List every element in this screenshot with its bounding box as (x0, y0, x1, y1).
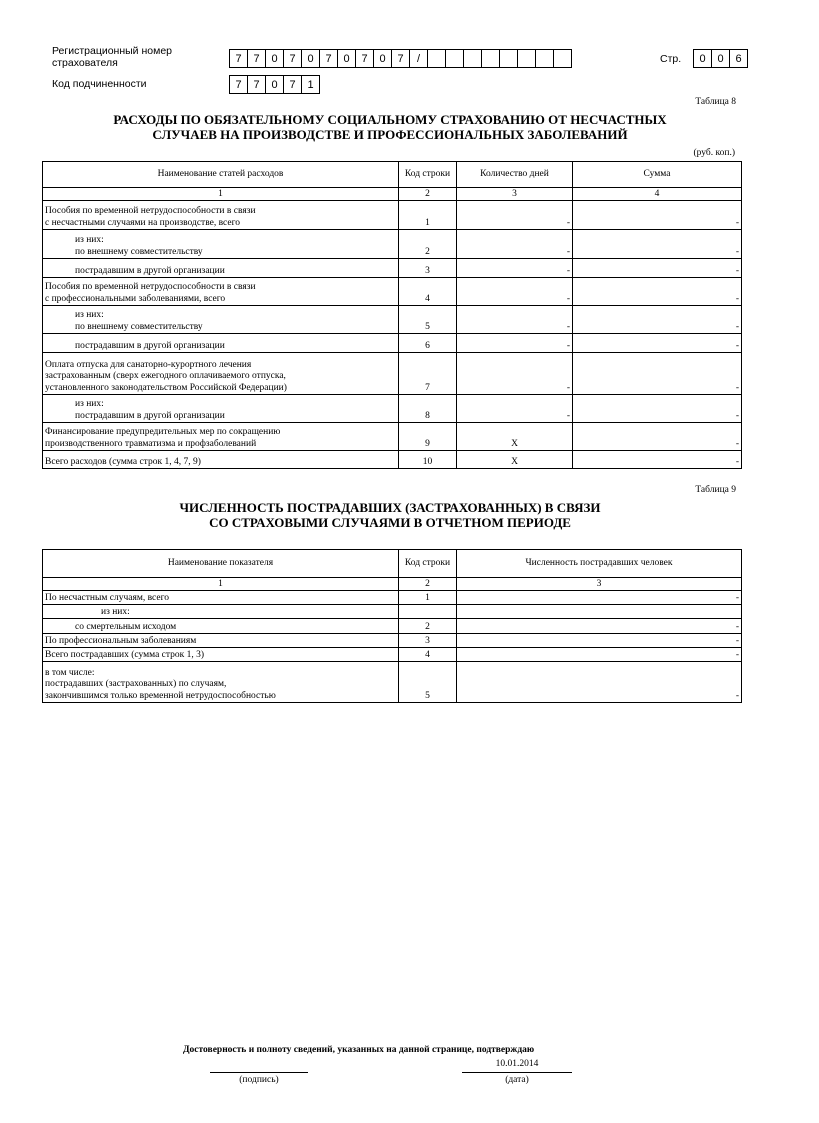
row-code: 2 (399, 619, 457, 634)
digit-cell[interactable]: 6 (729, 49, 748, 68)
digit-cell[interactable]: 0 (301, 49, 320, 68)
row-count[interactable]: - (457, 634, 742, 648)
table8-header-code: Код строки (399, 162, 457, 188)
table-row (43, 634, 742, 648)
row-days: X (457, 451, 573, 469)
confirm-statement: Достоверность и полноту сведений, указанных на данной странице, подтверждаю (183, 1045, 535, 1055)
digit-cell[interactable] (481, 49, 500, 68)
row-name: из них: по внешнему совместительству (43, 306, 399, 334)
digit-cell[interactable]: 7 (283, 75, 302, 94)
row-code: 5 (399, 306, 457, 334)
row-days[interactable]: - (457, 259, 573, 278)
digit-cell[interactable] (445, 49, 464, 68)
row-name: из них: (43, 605, 399, 619)
date-line (462, 1072, 572, 1073)
table8-colnum: 1 (43, 188, 399, 201)
row-name: пострадавшим в другой организации (43, 334, 399, 353)
table-row (43, 353, 742, 395)
row-code: 2 (399, 230, 457, 259)
digit-cell[interactable]: 7 (229, 49, 248, 68)
reg-number-label: Регистрационный номер страхователя (52, 45, 172, 69)
table9-colnum: 3 (457, 578, 742, 591)
table8-colnum: 2 (399, 188, 457, 201)
row-name: со смертельным исходом (43, 619, 399, 634)
row-days[interactable]: - (457, 353, 573, 395)
table8-title (40, 112, 740, 142)
table9-title (40, 500, 740, 530)
digit-cell[interactable]: 0 (265, 49, 284, 68)
table8-header-days: Количество дней (457, 162, 573, 188)
row-name: из них: по внешнему совместительству (43, 230, 399, 259)
page-number-cells[interactable] (693, 49, 747, 68)
row-name: в том числе: пострадавших (застрахованных) по случаям, закончившимся только временной нетрудоспособностью (43, 662, 399, 703)
date-label: (дата) (505, 1075, 529, 1085)
table9-title-line2: СО СТРАХОВЫМИ СЛУЧАЯМИ В ОТЧЕТНОМ ПЕРИОДЕ (209, 515, 571, 530)
row-sum[interactable]: - (573, 201, 742, 230)
date-value[interactable]: 10.01.2014 (495, 1059, 539, 1069)
table-row (43, 648, 742, 662)
digit-cell[interactable]: 0 (265, 75, 284, 94)
row-code: 1 (399, 591, 457, 605)
digit-cell[interactable]: 0 (373, 49, 392, 68)
row-days[interactable]: - (457, 306, 573, 334)
row-name: По профессиональным заболеваниям (43, 634, 399, 648)
digit-cell[interactable] (463, 49, 482, 68)
table8-header-name: Наименование статей расходов (43, 162, 399, 188)
row-code: 3 (399, 634, 457, 648)
row-code: 8 (399, 395, 457, 423)
row-code: 3 (399, 259, 457, 278)
row-name: Пособия по временной нетрудоспособности в связи с несчастными случаями на производстве, всего (43, 201, 399, 230)
row-sum[interactable]: - (573, 353, 742, 395)
table-row (43, 451, 742, 469)
row-sum[interactable]: - (573, 278, 742, 306)
row-name: По несчастным случаям, всего (43, 591, 399, 605)
digit-cell[interactable]: / (409, 49, 428, 68)
row-name: Оплата отпуска для санаторно-курортного лечения застрахованным (сверх ежегодного оплачиваемого отпуска, установленного законодательством Российской Федерации) (43, 353, 399, 395)
row-sum[interactable]: - (573, 306, 742, 334)
table8-units: (руб. коп.) (693, 148, 735, 158)
table-row (43, 278, 742, 306)
table-row (43, 591, 742, 605)
digit-cell[interactable] (553, 49, 572, 68)
table8-header-sum: Сумма (573, 162, 742, 188)
table9-header-count: Численность пострадавших человек (457, 550, 742, 578)
row-days[interactable]: - (457, 334, 573, 353)
table9-header-name: Наименование показателя (43, 550, 399, 578)
digit-cell[interactable]: 7 (247, 49, 266, 68)
row-code: 10 (399, 451, 457, 469)
table8-title-line1: РАСХОДЫ ПО ОБЯЗАТЕЛЬНОМУ СОЦИАЛЬНОМУ СТРАХОВАНИЮ ОТ НЕСЧАСТНЫХ (113, 112, 667, 127)
digit-cell[interactable]: 1 (301, 75, 320, 94)
table-row (43, 605, 742, 619)
row-days[interactable]: - (457, 201, 573, 230)
table8 (42, 161, 742, 469)
row-name: пострадавшим в другой организации (43, 259, 399, 278)
table-row (43, 334, 742, 353)
signature-line[interactable] (210, 1072, 308, 1073)
row-sum[interactable]: - (573, 334, 742, 353)
row-count[interactable]: - (457, 662, 742, 703)
sub-code-label: Код подчиненности (52, 78, 147, 90)
table-row (43, 306, 742, 334)
row-code: 6 (399, 334, 457, 353)
table-row (43, 395, 742, 423)
row-count[interactable]: - (457, 619, 742, 634)
row-days[interactable]: - (457, 395, 573, 423)
digit-cell[interactable]: 7 (391, 49, 410, 68)
table9-colnum: 1 (43, 578, 399, 591)
table9-header-code: Код строки (399, 550, 457, 578)
digit-cell[interactable]: 0 (693, 49, 712, 68)
table-row (43, 230, 742, 259)
table8-colnum: 3 (457, 188, 573, 201)
row-count[interactable] (457, 605, 742, 619)
table8-title-line2: СЛУЧАЕВ НА ПРОИЗВОДСТВЕ И ПРОФЕССИОНАЛЬНЫХ ЗАБОЛЕВАНИЙ (152, 127, 628, 142)
digit-cell[interactable] (535, 49, 554, 68)
row-sum[interactable]: - (573, 451, 742, 469)
digit-cell[interactable] (427, 49, 446, 68)
table9 (42, 549, 742, 703)
row-days: X (457, 423, 573, 451)
row-name: Пособия по временной нетрудоспособности в связи с профессиональными заболеваниями, всего (43, 278, 399, 306)
digit-cell[interactable]: 7 (283, 49, 302, 68)
row-count[interactable]: - (457, 648, 742, 662)
digit-cell[interactable] (499, 49, 518, 68)
table9-number: Таблица 9 (695, 485, 736, 495)
row-sum[interactable]: - (573, 423, 742, 451)
row-code: 7 (399, 353, 457, 395)
row-sum[interactable]: - (573, 259, 742, 278)
digit-cell[interactable]: 0 (337, 49, 356, 68)
reg-number-cells[interactable] (229, 49, 571, 68)
row-code: 4 (399, 278, 457, 306)
row-count[interactable]: - (457, 591, 742, 605)
row-code: 5 (399, 662, 457, 703)
row-code: 9 (399, 423, 457, 451)
row-code: 4 (399, 648, 457, 662)
digit-cell[interactable] (517, 49, 536, 68)
row-days[interactable]: - (457, 278, 573, 306)
row-name: Финансирование предупредительных мер по сокращению производственного травматизма и профзаболеваний (43, 423, 399, 451)
row-name: Всего пострадавших (сумма строк 1, 3) (43, 648, 399, 662)
table8-colnum: 4 (573, 188, 742, 201)
page-label: Стр. (660, 53, 682, 65)
digit-cell[interactable]: 7 (247, 75, 266, 94)
row-sum[interactable]: - (573, 230, 742, 259)
table-row (43, 201, 742, 230)
signature-label: (подпись) (239, 1075, 279, 1085)
sub-code-cells[interactable] (229, 75, 319, 94)
table-row (43, 619, 742, 634)
row-code: 1 (399, 201, 457, 230)
digit-cell[interactable]: 7 (355, 49, 374, 68)
table-row (43, 259, 742, 278)
row-name: из них: пострадавшим в другой организации (43, 395, 399, 423)
row-days[interactable]: - (457, 230, 573, 259)
row-sum[interactable]: - (573, 395, 742, 423)
table9-colnum: 2 (399, 578, 457, 591)
table-row (43, 662, 742, 703)
row-code (399, 605, 457, 619)
table8-number: Таблица 8 (695, 97, 736, 107)
row-name: Всего расходов (сумма строк 1, 4, 7, 9) (43, 451, 399, 469)
table-row (43, 423, 742, 451)
table9-title-line1: ЧИСЛЕННОСТЬ ПОСТРАДАВШИХ (ЗАСТРАХОВАННЫХ) В СВЯЗИ (179, 500, 601, 515)
digit-cell[interactable]: 7 (319, 49, 338, 68)
digit-cell[interactable]: 7 (229, 75, 248, 94)
digit-cell[interactable]: 0 (711, 49, 730, 68)
